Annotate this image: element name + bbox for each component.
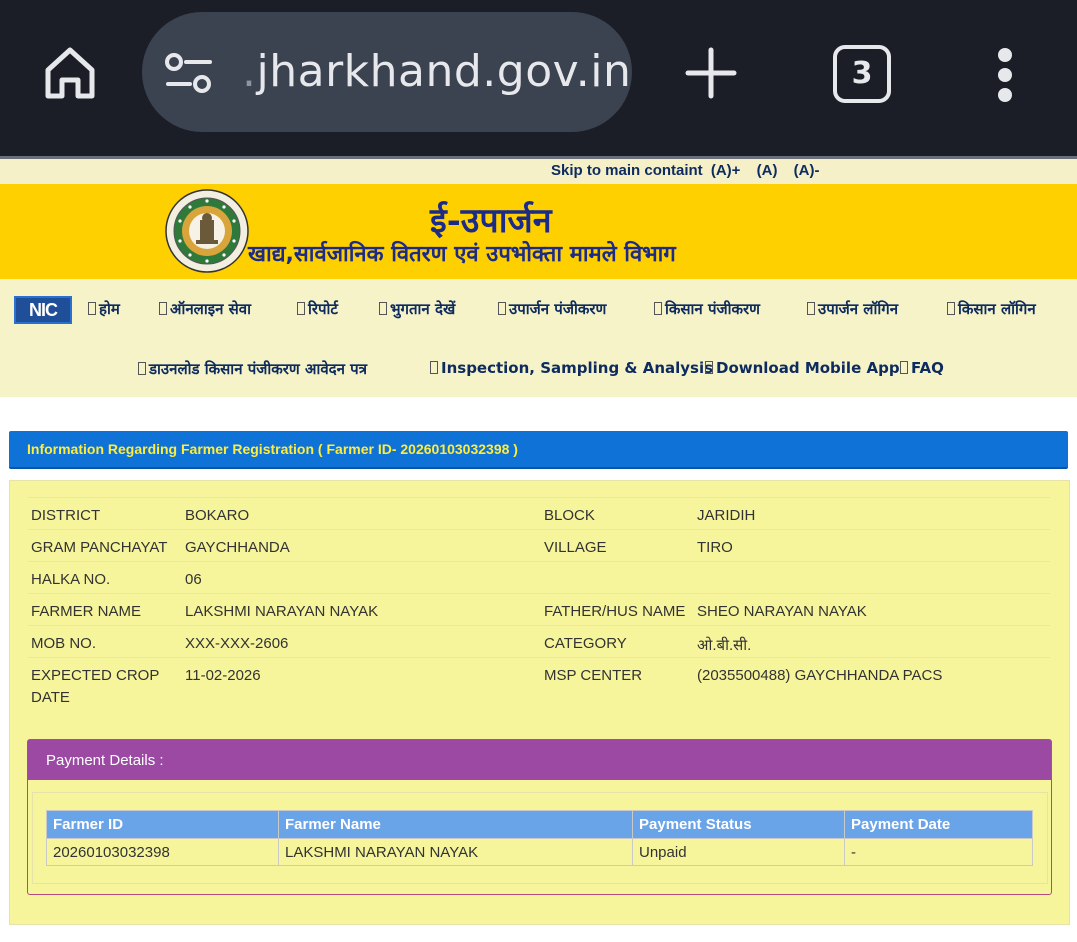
gram-panchayat-label: GRAM PANCHAYAT [31,539,168,556]
crop-date-value: 11-02-2026 [185,667,261,684]
district-label: DISTRICT [31,507,101,524]
home-icon[interactable] [42,44,98,100]
col-payment-status: Payment Status [633,811,845,839]
browser-toolbar [0,0,1077,156]
farmer-name-label: FARMER NAME [31,603,142,620]
nav-label: Inspection, Sampling & Analysis [441,359,714,377]
payment-table [46,810,1033,866]
msp-center-value: (2035500488) GAYCHHANDA PACS [697,667,943,684]
missing-glyph-icon [138,362,146,375]
url-prefix: . [242,46,257,97]
farmer-info-heading [9,431,1068,469]
halka-value: 06 [185,571,202,588]
mobile-value: XXX-XXX-2606 [185,635,289,652]
village-value: TIRO [697,539,733,556]
missing-glyph-icon [705,361,713,374]
font-decrease-button[interactable]: (A)- [793,162,820,179]
table-header-row [47,811,1033,839]
missing-glyph-icon [654,302,662,315]
nav-label: डाउनलोड किसान पंजीकरण आवेदन पत्र [149,360,367,378]
nav-label: भुगतान देखें [390,300,456,318]
panel-title: Information Regarding Farmer Registration ( Farmer ID- 20260103032398 ) [27,441,518,457]
info-row [28,497,1050,530]
nav-report[interactable] [297,299,338,319]
nav-label: ऑनलाइन सेवा [170,300,252,318]
halka-label: HALKA NO. [31,571,111,588]
info-row [28,625,1050,658]
nav-label: किसान लॉगिन [958,300,1036,318]
nav-farmer-login[interactable] [947,299,1036,319]
site-header [0,184,1077,279]
father-name-label: FATHER/HUS NAME [544,603,686,620]
font-increase-button[interactable]: (A)+ [710,162,741,179]
missing-glyph-icon [947,302,955,315]
missing-glyph-icon [430,361,438,374]
jharkhand-emblem-icon [164,188,250,274]
payment-details-title: Payment Details : [46,752,164,769]
nav-label: FAQ [911,359,944,377]
missing-glyph-icon [900,361,908,374]
nav-label: रिपोर्ट [308,300,338,318]
new-tab-icon[interactable] [684,46,738,100]
url-text[interactable] [242,46,631,97]
address-bar[interactable] [142,12,632,132]
info-row [28,561,1050,594]
nav-procurement-registration[interactable] [498,299,606,319]
farmer-name-value: LAKSHMI NARAYAN NAYAK [185,603,379,620]
missing-glyph-icon [88,302,96,315]
crop-date-label-line2: DATE [31,689,70,706]
cell-payment-status: Unpaid [633,839,845,866]
missing-glyph-icon [498,302,506,315]
category-label: CATEGORY [544,635,627,652]
department-name: खाद्य,सार्वजानिक वितरण एवं उपभोक्ता मामले विभाग [248,242,676,267]
crop-date-label [31,667,159,706]
mobile-label: MOB NO. [31,635,97,652]
nic-logo[interactable]: NIC [14,296,72,324]
block-label: BLOCK [544,507,595,524]
site-title: ई-उपार्जन [430,201,552,241]
cell-farmer-id: 20260103032398 [47,839,279,866]
nav-label: उपार्जन पंजीकरण [509,300,607,318]
col-farmer-id: Farmer ID [47,811,279,839]
payment-details-heading [28,740,1051,780]
category-value: ओ.बी.सी. [697,637,752,654]
nav-online-services[interactable] [159,299,251,319]
tab-switcher-button[interactable]: 3 [833,45,891,103]
site-settings-icon[interactable] [164,52,214,94]
msp-center-label: MSP CENTER [544,667,643,684]
village-label: VILLAGE [544,539,607,556]
nav-view-payment[interactable] [379,299,455,319]
crop-date-label-line1: EXPECTED CROP [31,667,160,684]
skip-to-main-link[interactable]: Skip to main containt [551,162,703,179]
father-name-value: SHEO NARAYAN NAYAK [697,603,867,620]
missing-glyph-icon [159,302,167,315]
info-row [28,593,1050,626]
nav-faq[interactable] [900,359,944,377]
nav-inspection[interactable] [430,359,713,377]
missing-glyph-icon [379,302,387,315]
nav-download-form[interactable] [138,359,367,379]
accessibility-bar [0,159,1077,184]
cell-farmer-name: LAKSHMI NARAYAN NAYAK [279,839,633,866]
missing-glyph-icon [807,302,815,315]
gram-panchayat-value: GAYCHHANDA [185,539,290,556]
nav-farmer-registration[interactable] [654,299,760,319]
nav-procurement-login[interactable] [807,299,898,319]
font-normal-button[interactable]: (A) [756,162,778,179]
cell-payment-date: - [845,839,1033,866]
nav-label: किसान पंजीकरण [665,300,761,318]
nav-label: Download Mobile App [716,359,900,377]
col-farmer-name: Farmer Name [279,811,633,839]
block-value: JARIDIH [697,507,756,524]
nav-mobile-app[interactable] [705,359,900,377]
nav-label: होम [99,300,120,318]
info-row [28,657,1050,714]
missing-glyph-icon [297,302,305,315]
nav-home[interactable] [88,299,120,319]
district-value: BOKARO [185,507,250,524]
info-row [28,529,1050,562]
nav-label: उपार्जन लॉगिन [818,300,899,318]
url-domain: jharkhand.gov.in [256,46,632,97]
col-payment-date: Payment Date [845,811,1033,839]
main-nav [0,279,1077,397]
more-menu-icon[interactable] [995,48,1015,100]
table-row [47,839,1033,866]
